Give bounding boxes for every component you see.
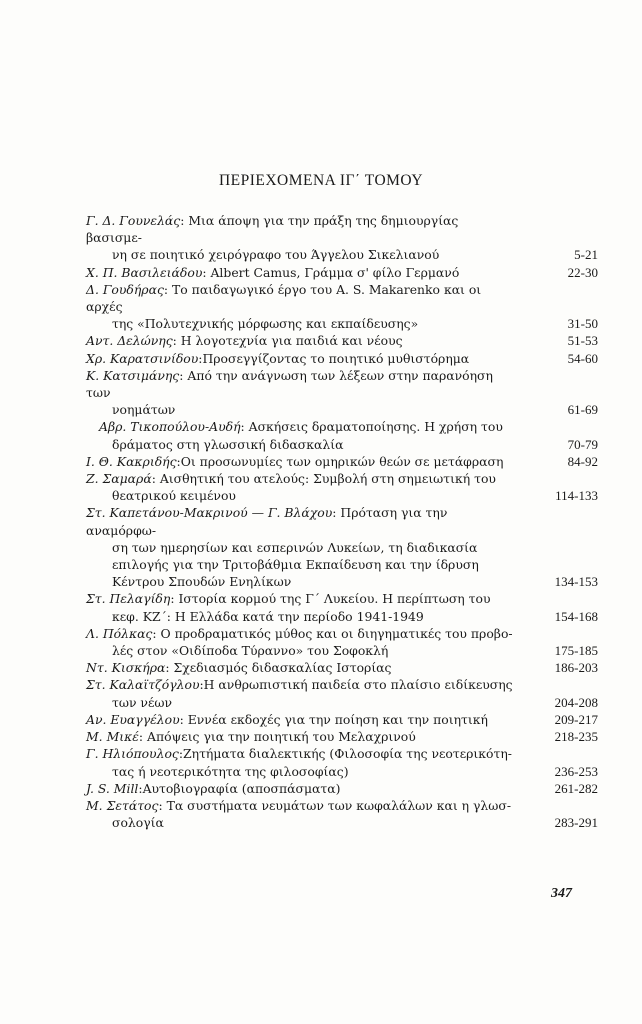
table-of-contents xyxy=(86,212,598,831)
toc-entry-author: Στ. Πελαγίδη xyxy=(86,591,171,607)
toc-entry-pages: 186-203 xyxy=(554,660,598,676)
toc-entry-first-line xyxy=(86,471,496,486)
toc-entry-first-line xyxy=(86,368,493,400)
toc-entry xyxy=(86,281,598,333)
toc-entry-pages: 114-133 xyxy=(555,488,598,504)
toc-entry xyxy=(86,745,598,779)
toc-entry-author: Αντ. Δελώνης xyxy=(86,333,173,349)
toc-entry-author: J. S. Mill xyxy=(86,780,139,796)
toc-entry-pages: 22-30 xyxy=(567,264,598,280)
toc-entry-title-line: των νέων xyxy=(112,694,173,710)
toc-entry-title-line: Η λογοτεχνία για παιδιά και νέους xyxy=(180,333,403,349)
toc-entry-pages: 51-53 xyxy=(567,333,598,349)
toc-entry-separator: : xyxy=(202,264,211,280)
toc-entry-first-line xyxy=(86,746,512,761)
toc-entry-first-line xyxy=(86,591,491,606)
toc-entry-author: Χρ. Καρατσινίδου xyxy=(86,350,199,366)
page-number: 347 xyxy=(551,886,572,901)
toc-entry-separator: : xyxy=(172,333,181,349)
toc-entry-title-line: νη σε ποιητικό χειρόγραφο του Άγγελου Σικελιανού xyxy=(112,247,440,263)
toc-entry-title-line: Αισθητική του ατελούς: Συμβολή στη σημειωτική του xyxy=(159,471,496,487)
toc-entry-separator: : xyxy=(332,505,341,521)
toc-entry-first-line xyxy=(86,798,511,813)
toc-entry-pages: 134-153 xyxy=(554,574,598,590)
toc-entry-title-line: Μια άποψη για την πράξη της δημιουργίας βασισμε- xyxy=(86,213,459,246)
toc-entry-first-line xyxy=(86,660,392,675)
toc-entry-separator: : xyxy=(152,625,161,641)
toc-entry-author: Αν. Ευαγγέλου xyxy=(86,711,180,727)
toc-entry-author: Ντ. Κισκήρα xyxy=(86,660,166,676)
toc-entry-pages: 70-79 xyxy=(567,436,598,452)
toc-entry-title-line: Κέντρου Σπουδών Ενηλίκων xyxy=(112,574,292,590)
toc-entry xyxy=(86,676,598,710)
toc-entry-title-line: Πρόταση για την αναμόρφω- xyxy=(86,505,448,538)
toc-entry-title-line: Τα συστήματα νευμάτων των κωφαλάλων και η γλωσ- xyxy=(166,797,512,813)
toc-entry-first-line xyxy=(86,333,403,348)
toc-entry xyxy=(86,504,598,590)
toc-entry-first-line xyxy=(86,454,503,469)
toc-entry xyxy=(86,264,598,281)
toc-entry-separator: : xyxy=(199,677,204,693)
toc-entry xyxy=(86,780,598,797)
toc-entry-title-line: Αυτοβιογραφία (αποσπάσματα) xyxy=(142,780,341,796)
toc-entry-author: Αβρ. Τικοπούλου-Αυδή xyxy=(99,419,241,435)
toc-entry-title-line: δράματος στη γλωσσική διδασκαλία xyxy=(112,436,344,452)
toc-entry-separator: : xyxy=(163,281,173,297)
toc-entry-first-line xyxy=(86,729,416,744)
toc-entry-first-line xyxy=(86,265,459,280)
toc-entry-pages: 61-69 xyxy=(567,402,598,418)
toc-entry-separator: : xyxy=(178,746,184,762)
toc-entry-title-line: Το παιδαγωγικό έργο του A. S. Makarenko και οι αρχές xyxy=(86,281,482,315)
toc-entry-title-line: νοημάτων xyxy=(112,402,176,418)
toc-entry-separator: : xyxy=(158,797,167,813)
toc-entry-author: Χ. Π. Βασιλειάδου xyxy=(86,264,203,280)
toc-entry-separator: : xyxy=(138,729,148,745)
toc-entry-separator: : xyxy=(138,780,143,796)
toc-entry-pages: 261-282 xyxy=(554,780,598,796)
toc-entry-separator: : xyxy=(179,367,188,383)
toc-entry-title-line: της «Πολυτεχνικής μόρφωσης και εκπαίδευσης» xyxy=(112,316,419,332)
toc-entry-author: Μ. Σετάτος xyxy=(86,797,159,813)
toc-entry-pages: 154-168 xyxy=(554,608,598,624)
toc-entry-author: Γ. Δ. Γουνελάς xyxy=(86,213,181,228)
toc-entry-title-line: Εννέα εκδοχές για την ποίηση και την ποιητική xyxy=(187,711,488,727)
toc-entry-title-line: Σχεδιασμός διδασκαλίας Ιστορίας xyxy=(173,660,392,676)
toc-entry-title-line: Από την ανάγνωση των λέξεων στην παρανόηση των xyxy=(86,367,493,401)
toc-entry xyxy=(86,367,598,419)
toc-entry-title-line: Albert Camus, Γράμμα σ' φίλο Γερμανό xyxy=(210,264,460,280)
toc-entry-separator: : xyxy=(198,350,203,366)
toc-entry-first-line xyxy=(86,505,447,537)
toc-entry xyxy=(86,590,598,624)
toc-entry-title-line: Ασκήσεις δραματοποίησης. Η χρήση του xyxy=(248,419,503,435)
toc-entry xyxy=(86,212,598,264)
toc-entry xyxy=(86,418,598,452)
toc-entry-title-line: τας ή νεοτερικότητα της φιλοσοφίας) xyxy=(112,763,349,779)
toc-entry-first-line xyxy=(86,213,458,245)
toc-entry-first-line xyxy=(86,677,513,692)
toc-entry xyxy=(86,453,598,470)
toc-entry xyxy=(86,332,598,349)
toc-entry-title-line: Ιστορία κορμού της Γ΄ Λυκείου. Η περίπτωση του xyxy=(178,591,491,607)
toc-entry-pages: 84-92 xyxy=(567,453,598,469)
toc-entry xyxy=(86,350,598,367)
toc-entry-separator: : xyxy=(179,711,188,727)
toc-entry xyxy=(86,470,598,504)
toc-entry-pages: 5-21 xyxy=(574,247,598,263)
toc-entry-author: Δ. Γουδήρας xyxy=(86,281,164,297)
toc-entry-title-line: Προσεγγίζοντας το ποιητικό μυθιστόρημα xyxy=(202,350,470,366)
toc-entry-title-line: κεφ. ΚΖ΄: Η Ελλάδα κατά την περίοδο 1941-1949 xyxy=(112,608,424,624)
toc-entry-first-line xyxy=(86,351,469,366)
toc-entry-first-line xyxy=(86,712,488,727)
toc-entry-title-line: λές στον «Οιδίποδα Τύραννο» του Σοφοκλή xyxy=(112,643,389,659)
page-title: ΠΕΡΙΕΧΟΜΕΝΑ ΙΓ΄ ΤΟΜΟΥ xyxy=(218,172,424,189)
toc-entry-separator: : xyxy=(170,591,179,607)
toc-entry-author: Κ. Κατσιμάνης xyxy=(86,367,180,383)
toc-entry-pages: 236-253 xyxy=(554,763,598,779)
toc-entry xyxy=(86,797,598,831)
toc-entry-pages: 218-235 xyxy=(554,729,598,745)
toc-entry xyxy=(86,625,598,659)
toc-entry-author: Ζ. Σαμαρά xyxy=(86,471,152,487)
toc-entry-pages: 204-208 xyxy=(554,694,598,710)
toc-entry-title-line: Η ανθρωπιστική παιδεία στο πλαίσιο ειδίκευσης xyxy=(203,677,513,693)
toc-entry-author: Ι. Θ. Κακριδής xyxy=(86,453,177,469)
toc-entry-separator: : xyxy=(180,213,189,228)
toc-entry-separator: : xyxy=(240,419,249,435)
toc-entry-first-line xyxy=(86,282,481,314)
toc-entry-title-line: Απόψεις για την ποιητική του Μελαχρινού xyxy=(147,729,416,745)
toc-entry xyxy=(86,728,598,745)
toc-entry-author: Λ. Πόλκας xyxy=(86,625,153,641)
toc-entry-title-line: σολογία xyxy=(112,815,164,831)
toc-entry-author: Στ. Καλαϊτζόγλου xyxy=(86,677,200,693)
toc-entry-first-line xyxy=(86,626,513,641)
toc-entry-pages: 283-291 xyxy=(554,815,598,831)
toc-entry xyxy=(86,711,598,728)
toc-entry-title-line: Οι προσωνυμίες των ομηρικών θεών σε μετάφραση xyxy=(180,453,504,469)
toc-entry-first-line xyxy=(86,781,340,796)
toc-entry-author: Στ. Καπετάνου-Μακρινού — Γ. Βλάχου xyxy=(86,505,333,521)
toc-entry-title-line: ση των ημερησίων και εσπερινών Λυκείων, τη διαδικασία xyxy=(112,539,478,555)
toc-entry-pages: 175-185 xyxy=(554,643,598,659)
toc-entry-title-line: θεατρικού κειμένου xyxy=(112,488,236,504)
toc-entry-pages: 209-217 xyxy=(554,711,598,727)
toc-entry-author: Γ. Ηλιόπουλος xyxy=(86,746,179,762)
toc-entry-first-line xyxy=(86,419,503,434)
toc-entry-author: Μ. Μικέ xyxy=(86,729,139,745)
toc-entry-separator: : xyxy=(151,471,160,487)
toc-entry-separator: : xyxy=(176,453,181,469)
toc-entry-pages: 31-50 xyxy=(567,316,598,332)
toc-entry xyxy=(86,659,598,676)
toc-entry-pages: 54-60 xyxy=(567,350,598,366)
toc-entry-title-line: Ο προδραματικός μύθος και οι διηγηματικές του προβο- xyxy=(160,625,513,641)
toc-entry-title-line: επιλογής για την Τριτοβάθμια Εκπαίδευση και την ίδρυση xyxy=(112,557,479,573)
toc-entry-title-line: Ζητήματα διαλεκτικής (Φιλοσοφία της νεοτερικότη- xyxy=(183,746,512,762)
toc-entry-separator: : xyxy=(165,660,174,676)
